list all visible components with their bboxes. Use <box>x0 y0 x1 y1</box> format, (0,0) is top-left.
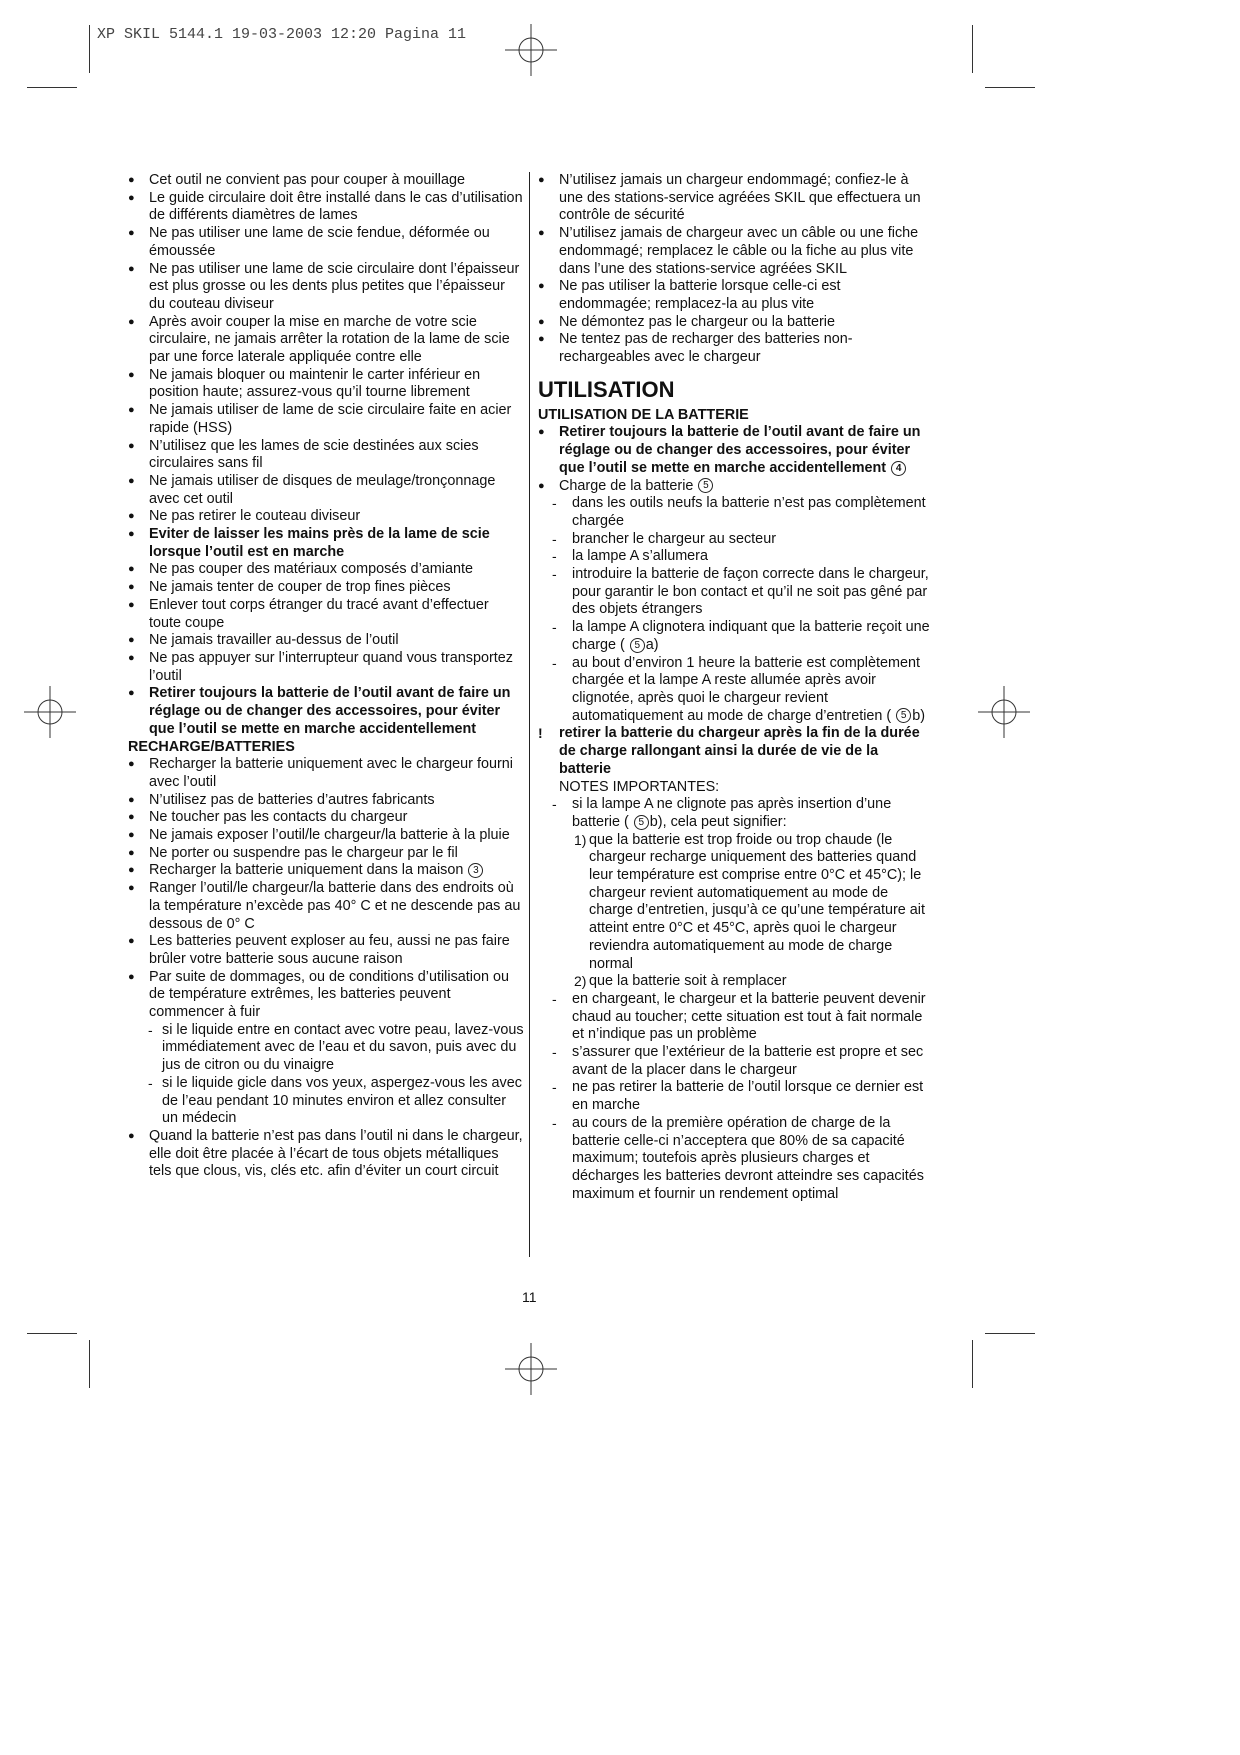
list-item <box>538 725 934 778</box>
crop-mark <box>985 1333 1035 1334</box>
item-text: Ne pas utiliser une lame de scie fendue, déformée ou émoussée <box>149 225 490 259</box>
list-item <box>128 438 524 473</box>
subsection-heading: UTILISATION DE LA BATTERIE <box>538 406 749 423</box>
item-text: Ne jamais utiliser de disques de meulage/tronçonnage avec cet outil <box>149 472 496 507</box>
item-text: la lampe A clignotera indiquant que la batterie reçoit une charge ( <box>572 619 930 653</box>
list-item <box>128 190 524 225</box>
list-item <box>128 1128 524 1181</box>
list-item <box>128 809 524 827</box>
item-text: Les batteries peuvent exploser au feu, aussi ne pas faire brûler votre batterie sous aucune raison <box>149 933 510 967</box>
list-item <box>128 650 524 685</box>
item-text: ne pas retirer la batterie de l’outil lorsque ce dernier est en marche <box>572 1079 924 1114</box>
item-text: Ne démontez pas le chargeur ou la batterie <box>559 313 835 330</box>
item-text-suffix: b), cela peut signifier: <box>649 813 787 830</box>
item-text: Ne porter ou suspendre pas le chargeur par le fil <box>149 844 458 861</box>
registration-mark-icon <box>505 24 557 76</box>
item-text: Ne pas utiliser la batterie lorsque celle-ci est endommagée; remplacez-la au plus vite <box>559 278 841 312</box>
figure-reference-icon: 5 <box>630 638 645 653</box>
list-item <box>128 756 524 791</box>
item-text: Ne pas couper des matériaux composés d’amiante <box>149 561 473 578</box>
list-item <box>128 579 524 597</box>
list-item <box>128 314 524 367</box>
item-text: brancher le chargeur au secteur <box>572 530 776 547</box>
item-text: Quand la batterie n’est pas dans l’outil ni dans le chargeur, elle doit être placée à l’écart de tous objets métalliques tels que clous, vis, clés etc. afin d’éviter un court circuit <box>149 1127 523 1180</box>
item-text: Enlever tout corps étranger du tracé avant d’effectuer toute coupe <box>149 596 489 631</box>
crop-mark <box>972 25 973 73</box>
dash-marker: - <box>552 619 557 636</box>
subsection-heading: RECHARGE/BATTERIES <box>128 738 295 755</box>
page-number: 11 <box>522 1289 537 1305</box>
item-text-suffix: b) <box>912 707 925 724</box>
item-text: Retirer toujours la batterie de l’outil avant de faire un réglage ou de changer des accessoires, pour éviter que l’outil se mette en marche accidentellement <box>149 685 511 737</box>
dash-marker: - <box>552 654 557 671</box>
item-text: Ne pas appuyer sur l’interrupteur quand vous transportez l’outil <box>149 649 513 684</box>
list-item <box>128 1022 524 1075</box>
list-item <box>128 473 524 508</box>
list-item <box>538 424 934 477</box>
figure-reference-icon: 5 <box>698 478 713 493</box>
item-text: Ne pas utiliser une lame de scie circulaire dont l’épaisseur est plus grosse ou les dents plus petites que l’épaisseur du couteau diviseur <box>149 260 520 312</box>
bullet-icon: ● <box>128 829 135 842</box>
item-text: N’utilisez jamais de chargeur avec un câble ou une fiche endommagé; remplacez le câble ou la fiche au plus vite dans l’une des stations-service agréées SKIL <box>559 225 919 277</box>
registration-mark-icon <box>978 686 1030 738</box>
bullet-icon: ● <box>128 439 135 452</box>
list-item <box>538 331 934 366</box>
list-item <box>128 933 524 968</box>
bullet-icon: ● <box>128 687 135 700</box>
list-number: 2) <box>574 973 587 990</box>
figure-reference-icon: 5 <box>896 708 911 723</box>
dash-marker: - <box>552 530 557 547</box>
dash-marker: - <box>552 495 557 512</box>
crop-mark <box>27 87 77 88</box>
bullet-icon: ● <box>128 191 135 204</box>
bullet-icon: ● <box>128 510 135 523</box>
item-text: Ne toucher pas les contacts du chargeur <box>149 809 408 826</box>
registration-mark-icon <box>505 1343 557 1395</box>
item-text: retirer la batterie du chargeur après la fin de la durée de charge rallongant ainsi la durée de vie de la batterie <box>559 725 920 777</box>
dash-marker: - <box>552 1079 557 1096</box>
bullet-icon: ● <box>128 864 135 877</box>
list-item <box>128 225 524 260</box>
bullet-icon: ● <box>128 634 135 647</box>
bullet-icon: ● <box>128 935 135 948</box>
list-item <box>538 796 934 831</box>
crop-mark <box>89 25 90 73</box>
list-item <box>128 685 524 738</box>
figure-reference-icon: 3 <box>468 863 483 878</box>
item-text: la lampe A s’allumera <box>572 548 708 565</box>
list-item <box>128 561 524 579</box>
list-item <box>128 827 524 845</box>
list-item <box>538 495 934 530</box>
bullet-icon: ● <box>538 280 545 293</box>
item-text: si la lampe A ne clignote pas après insertion d’une batterie ( <box>572 796 892 830</box>
print-slug: XP SKIL 5144.1 19-03-2003 12:20 Pagina 11 <box>97 26 467 43</box>
bullet-icon: ● <box>128 846 135 859</box>
item-text: Ne jamais travailler au-dessus de l’outil <box>149 632 399 649</box>
item-text: N’utilisez jamais un chargeur endommagé; confiez-le à une des stations-service agréées SKIL que effectuera un contrôle de sécurité <box>559 172 921 224</box>
item-text: au bout d’environ 1 heure la batterie est complètement chargée et la lampe A reste allumée après avoir clignotée, après quoi le chargeur revient automatiquement au mode de charge d’entretien ( <box>572 654 920 724</box>
bullet-icon: ● <box>128 970 135 983</box>
list-number: 1) <box>574 831 587 848</box>
item-text: si le liquide entre en contact avec votre peau, lavez-vous immédiatement avec de l’eau et du savon, puis avec du jus de citron ou du vinaigre <box>162 1021 524 1074</box>
dash-marker: - <box>148 1074 153 1091</box>
crop-mark <box>972 1340 973 1388</box>
bullet-icon: ● <box>128 262 135 275</box>
right-column <box>538 172 934 1203</box>
item-text: Ne jamais exposer l’outil/le chargeur/la batterie à la pluie <box>149 827 510 844</box>
list-item <box>128 862 524 880</box>
notes-heading: NOTES IMPORTANTES: <box>559 778 720 795</box>
bullet-icon: ● <box>128 811 135 824</box>
item-text: Ne jamais bloquer ou maintenir le carter inférieur en position haute; assurez-vous qu’il tourne librement <box>149 366 481 401</box>
list-item <box>538 548 934 566</box>
bullet-icon: ● <box>128 174 135 186</box>
dash-marker: - <box>552 548 557 565</box>
bullet-icon: ● <box>128 315 135 328</box>
item-text: introduire la batterie de façon correcte dans le chargeur, pour garantir le bon contact et qu’il ne soit pas gêné par des objets étrangers <box>572 566 929 618</box>
item-text: Recharger la batterie uniquement avec le chargeur fourni avec l’outil <box>149 756 513 790</box>
list-item <box>128 880 524 933</box>
bullet-icon: ● <box>128 528 135 541</box>
bullet-icon: ● <box>538 479 545 492</box>
section-heading: UTILISATION <box>538 376 675 402</box>
list-item <box>128 261 524 314</box>
item-text: N’utilisez pas de batteries d’autres fabricants <box>149 791 435 808</box>
item-text: Ne jamais tenter de couper de trop fines pièces <box>149 579 451 596</box>
list-item <box>128 508 524 526</box>
item-text: Par suite de dommages, ou de conditions d’utilisation ou de température extrêmes, les batteries peuvent commencer à fuir <box>149 968 509 1021</box>
list-item <box>128 597 524 632</box>
list-item <box>538 1044 934 1079</box>
crop-mark <box>27 1333 77 1334</box>
dash-marker: - <box>552 990 557 1007</box>
bullet-icon: ● <box>538 315 545 328</box>
list-item <box>538 278 934 313</box>
list-item <box>538 478 934 496</box>
list-item <box>538 1079 934 1114</box>
list-item <box>538 314 934 332</box>
list-item <box>538 225 934 278</box>
list-item <box>538 1115 934 1204</box>
item-text: au cours de la première opération de charge de la batterie celle-ci n’acceptera que 80% de sa capacité maximum; toutefois après plusieurs charges et décharges les batteries devront atteindre ses capacités maximum et fournir un rendement optimal <box>572 1114 924 1202</box>
item-text: en chargeant, le chargeur et la batterie peuvent devenir chaud au toucher; cette situation est tout à fait normale et n’indique pas un problème <box>572 990 926 1043</box>
bullet-icon: ● <box>128 1129 135 1142</box>
column-divider <box>529 172 530 1257</box>
warning-marker: ! <box>538 725 543 742</box>
bullet-icon: ● <box>128 793 135 806</box>
item-text: Recharger la batterie uniquement dans la maison <box>149 862 464 879</box>
bullet-icon: ● <box>128 368 135 381</box>
item-text: dans les outils neufs la batterie n’est pas complètement chargée <box>572 495 926 529</box>
item-text: Ne tentez pas de recharger des batteries non-rechargeables avec le chargeur <box>559 331 853 366</box>
bullet-icon: ● <box>128 758 135 771</box>
bullet-icon: ● <box>128 598 135 611</box>
list-item <box>128 172 524 190</box>
bullet-icon: ● <box>128 581 135 594</box>
list-item <box>538 991 934 1044</box>
list-item <box>538 566 934 619</box>
item-text: si le liquide gicle dans vos yeux, aspergez-vous les avec de l’eau pendant 10 minutes environ et allez consulter un médecin <box>162 1074 522 1127</box>
left-column <box>128 172 524 1181</box>
item-text: s’assurer que l’extérieur de la batterie est propre et sec avant de la placer dans le chargeur <box>572 1044 924 1078</box>
item-text: Après avoir couper la mise en marche de votre scie circulaire, ne jamais arrêter la rotation de la lame de scie par une force laterale appliquée contre elle <box>149 313 510 366</box>
item-text: Eviter de laisser les mains près de la lame de scie lorsque l’outil est en marche <box>149 526 490 560</box>
item-text: que la batterie est trop froide ou trop chaude (le chargeur recharge uniquement des batteries quand leur température est comprise entre 0°C et 45°C); le chargeur revient automatiquement au mode de charge d’entretien, jusqu’à ce qu’une température ait atteint entre 0°C et 45°C, après quoi le chargeur reviendra automatiquement au mode de charge normal <box>589 831 925 972</box>
registration-mark-icon <box>24 686 76 738</box>
item-text-suffix: a) <box>645 636 659 653</box>
list-item <box>128 632 524 650</box>
dash-marker: - <box>552 1114 557 1131</box>
item-text: Ne pas retirer le couteau diviseur <box>149 508 361 525</box>
dash-marker: - <box>552 1044 557 1061</box>
dash-marker: - <box>552 566 557 583</box>
list-item <box>538 655 934 726</box>
bullet-icon: ● <box>538 227 545 240</box>
bullet-icon: ● <box>538 426 545 439</box>
item-text: Ne jamais utiliser de lame de scie circulaire faite en acier rapide (HSS) <box>149 402 512 436</box>
item-text: Charge de la batterie <box>559 477 694 494</box>
list-item <box>538 172 934 225</box>
list-item <box>128 1075 524 1128</box>
item-text: Le guide circulaire doit être installé dans le cas d’utilisation de différents diamètres de lames <box>149 189 523 224</box>
list-item <box>128 367 524 402</box>
item-text: N’utilisez que les lames de scie destinées aux scies circulaires sans fil <box>149 437 479 472</box>
bullet-icon: ● <box>128 651 135 664</box>
bullet-icon: ● <box>538 333 545 346</box>
list-item <box>538 832 934 974</box>
list-item <box>538 619 934 654</box>
list-item <box>538 531 934 549</box>
figure-reference-icon: 4 <box>891 461 906 476</box>
item-text: que la batterie soit à remplacer <box>589 973 787 990</box>
list-item <box>128 792 524 810</box>
dash-marker: - <box>148 1021 153 1038</box>
list-item <box>128 845 524 863</box>
item-text: Retirer toujours la batterie de l’outil avant de faire un réglage ou de changer des accessoires, pour éviter que l’outil se mette en marche accidentellement <box>559 424 921 476</box>
list-item <box>128 969 524 1022</box>
list-item <box>128 402 524 437</box>
bullet-icon: ● <box>128 404 135 417</box>
item-text: Cet outil ne convient pas pour couper à mouillage <box>149 172 465 188</box>
bullet-icon: ● <box>128 227 135 240</box>
list-item <box>538 973 934 991</box>
list-item <box>128 526 524 561</box>
dash-marker: - <box>552 796 557 813</box>
bullet-icon: ● <box>538 174 545 186</box>
bullet-icon: ● <box>128 882 135 895</box>
item-text: Ranger l’outil/le chargeur/la batterie dans des endroits où la température n’excède pas 40° C et ne descende pas au dessous de 0° C <box>149 880 521 932</box>
crop-mark <box>89 1340 90 1388</box>
bullet-icon: ● <box>128 474 135 487</box>
bullet-icon: ● <box>128 563 135 576</box>
crop-mark <box>985 87 1035 88</box>
figure-reference-icon: 5 <box>634 815 649 830</box>
